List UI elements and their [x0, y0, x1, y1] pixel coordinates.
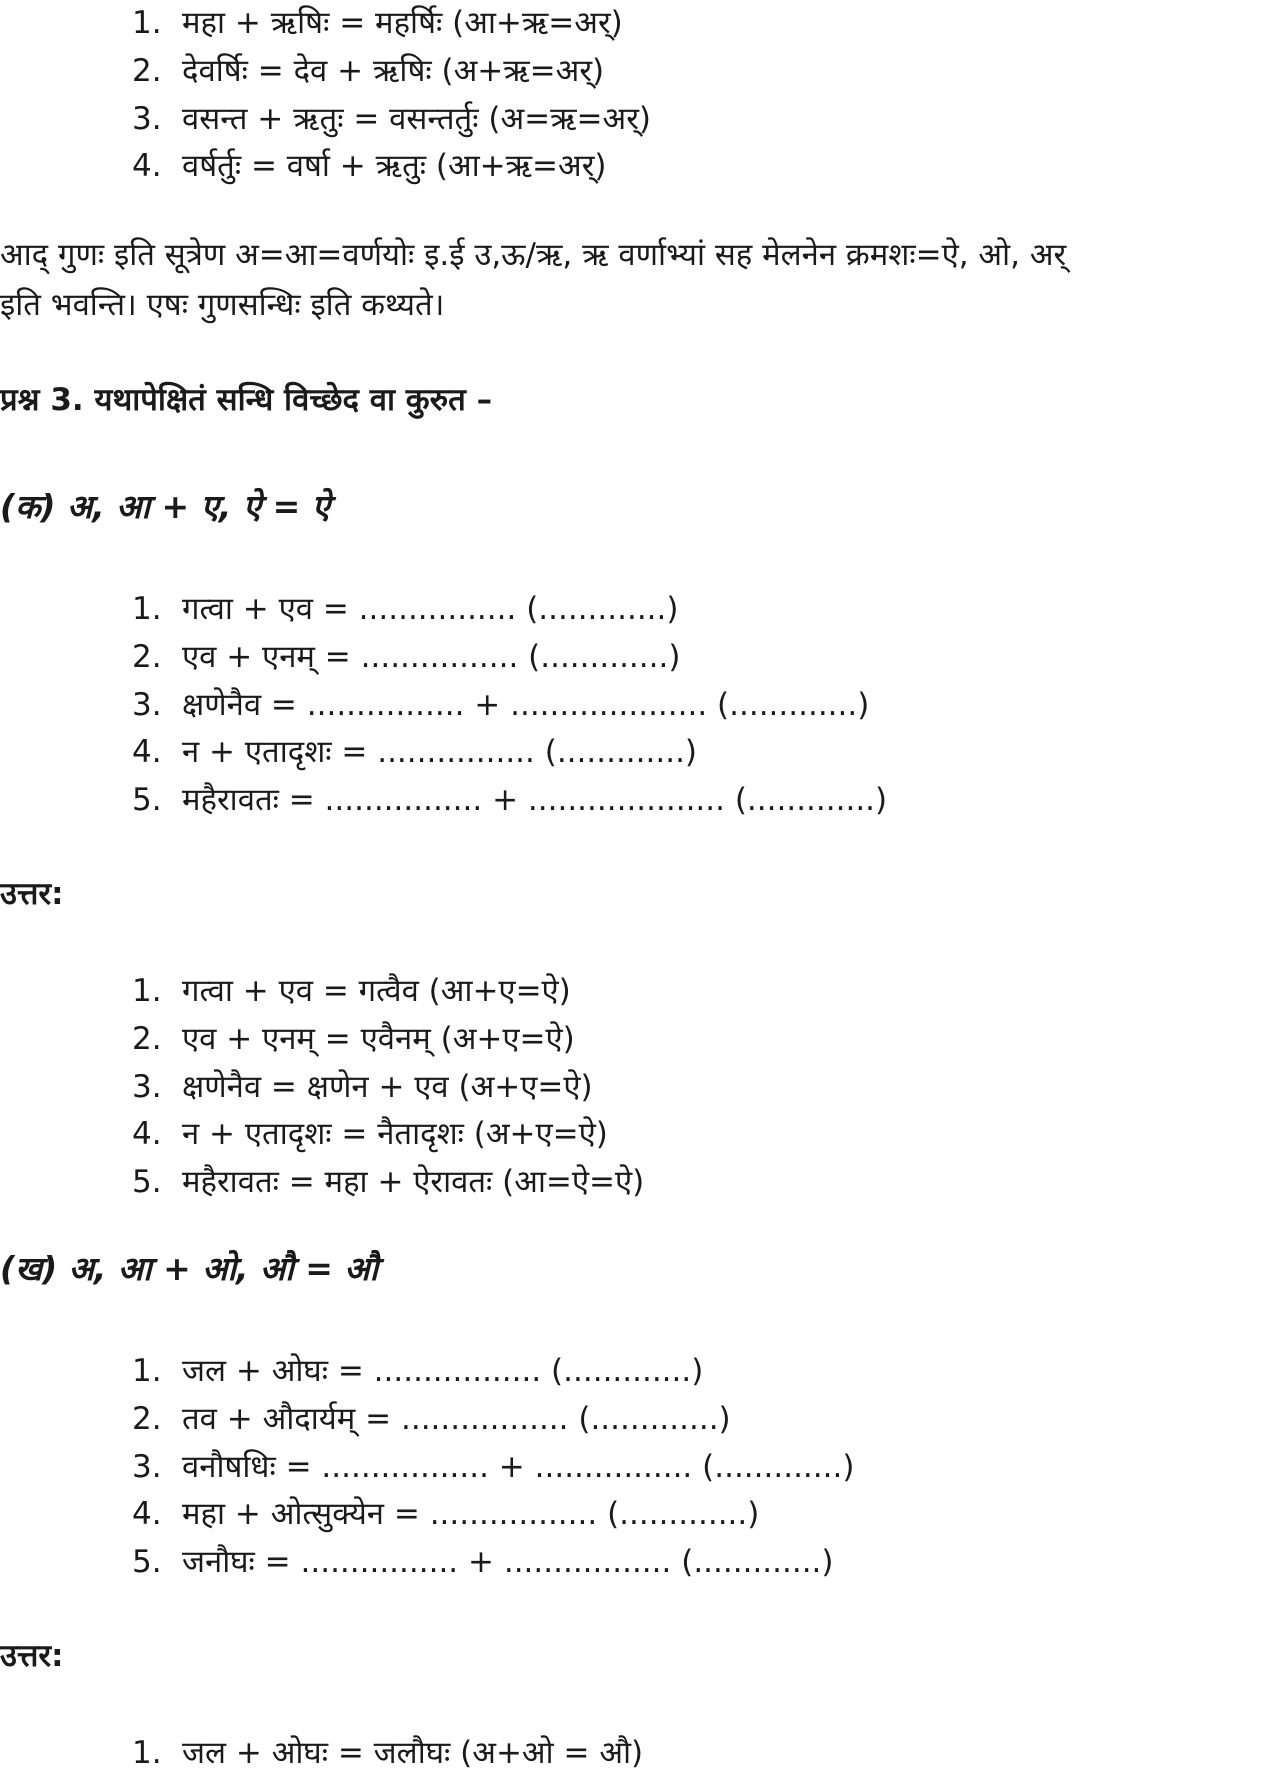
list-item	[132, 96, 651, 144]
item-text: महैरावतः = ................ + .................... (.............)	[182, 782, 888, 819]
item-text: गत्वा + एव = ................ (.............)	[182, 591, 679, 627]
item-text: गत्वा + एव = गत्वैव (आ+ए=ऐ)	[182, 973, 571, 1009]
item-number: 3.	[132, 100, 162, 137]
item-text: क्षणेनैव = क्षणेन + एव (अ+ए=ऐ)	[182, 1068, 593, 1105]
list-item	[132, 0, 651, 48]
answer-label: उत्तर:	[0, 1638, 64, 1674]
item-number: 4.	[132, 148, 162, 185]
top-example-list	[132, 0, 651, 191]
item-text: क्षणेनैव = ................ + .................... (.............)	[182, 686, 870, 723]
answer-label: उत्तर:	[0, 876, 64, 912]
item-number: 1.	[132, 5, 162, 41]
list-item	[132, 968, 644, 1016]
list-item	[132, 1491, 854, 1539]
section-ka-answer-list	[132, 968, 644, 1207]
item-number: 1.	[132, 1735, 162, 1771]
note-line-2: इति भवन्ति। एषः गुणसन्धिः इति कथ्यते।	[0, 287, 445, 323]
section-kha-answer-list	[132, 1730, 643, 1778]
question-title: प्रश्न 3. यथापेक्षितं सन्धि विच्छेद वा कुरुत –	[0, 382, 493, 418]
list-item	[132, 777, 887, 825]
list-item	[132, 1348, 854, 1396]
item-number: 2.	[132, 638, 162, 675]
item-text: एव + एनम् = एवैनम् (अ+ए=ऐ)	[182, 1020, 575, 1057]
item-text: न + एतादृशः = नैतादृशः (अ+ए=ऐ)	[182, 1116, 608, 1153]
list-item	[132, 1111, 644, 1159]
list-item	[132, 1396, 854, 1444]
list-item	[132, 1444, 854, 1492]
item-number: 1.	[132, 973, 162, 1009]
item-text: महा + ऋषिः = महर्षिः (आ+ऋ=अर्)	[182, 5, 623, 41]
item-text: जल + ओघः = जलौघः (अ+ओ = औ)	[182, 1735, 644, 1771]
item-text: एव + एनम् = ................ (.............)	[182, 638, 681, 675]
section-kha-exercise-list	[132, 1348, 854, 1587]
section-ka-heading: (क) अ, आ + ए, ऐ = ऐ	[0, 487, 330, 526]
item-text: महा + ओत्सुक्येन = ................. (.............)	[182, 1496, 760, 1533]
item-text: जल + ओघः = ................. (.............)	[182, 1353, 704, 1389]
item-text: जनौघः = ................ + ................. (.............)	[182, 1544, 834, 1581]
section-kha-heading: (ख) अ, आ + ओ, औ = औ	[0, 1249, 379, 1288]
item-number: 4.	[132, 1496, 162, 1533]
item-number: 3.	[132, 686, 162, 723]
item-number: 5.	[132, 1544, 162, 1581]
list-item	[132, 143, 651, 191]
list-item	[132, 1730, 643, 1778]
list-item	[132, 682, 887, 730]
item-text: देवर्षिः = देव + ऋषिः (अ+ऋ=अर्)	[182, 52, 605, 89]
item-text: तव + औदार्यम् = ................. (.............)	[182, 1400, 731, 1437]
section-ka-exercise-list	[132, 586, 887, 825]
item-number: 3.	[132, 1448, 162, 1485]
item-number: 2.	[132, 1020, 162, 1057]
item-number: 3.	[132, 1068, 162, 1105]
item-text: वर्षर्तुः = वर्षा + ऋतुः (आ+ऋ=अर्)	[182, 148, 607, 185]
item-text: वनौषधिः = ................. + ................ (.............)	[182, 1448, 855, 1485]
item-text: न + एतादृशः = ................ (.............)	[182, 734, 698, 771]
list-item	[132, 1064, 644, 1112]
item-number: 5.	[132, 782, 162, 819]
item-text: महैरावतः = महा + ऐरावतः (आ=ऐ=ऐ)	[182, 1164, 645, 1201]
item-number: 2.	[132, 52, 162, 89]
list-item	[132, 729, 887, 777]
list-item	[132, 48, 651, 96]
list-item	[132, 1159, 644, 1207]
item-number: 4.	[132, 1116, 162, 1153]
item-number: 5.	[132, 1164, 162, 1201]
note-line-1: आद् गुणः इति सूत्रेण अ=आ=वर्णयोः इ.ई उ,ऊ/ऋ, ऋ वर्णाभ्यां सह मेलनेन क्रमशः=ऐ, ओ, अर्	[0, 237, 1067, 273]
list-item	[132, 1539, 854, 1587]
list-item	[132, 634, 887, 682]
guna-sandhi-note	[0, 230, 1270, 330]
item-number: 1.	[132, 1353, 162, 1389]
item-text: वसन्त + ऋतुः = वसन्तर्तुः (अ=ऋ=अर्)	[182, 100, 651, 137]
list-item	[132, 1016, 644, 1064]
list-item	[132, 586, 887, 634]
item-number: 4.	[132, 734, 162, 771]
item-number: 1.	[132, 591, 162, 627]
item-number: 2.	[132, 1400, 162, 1437]
